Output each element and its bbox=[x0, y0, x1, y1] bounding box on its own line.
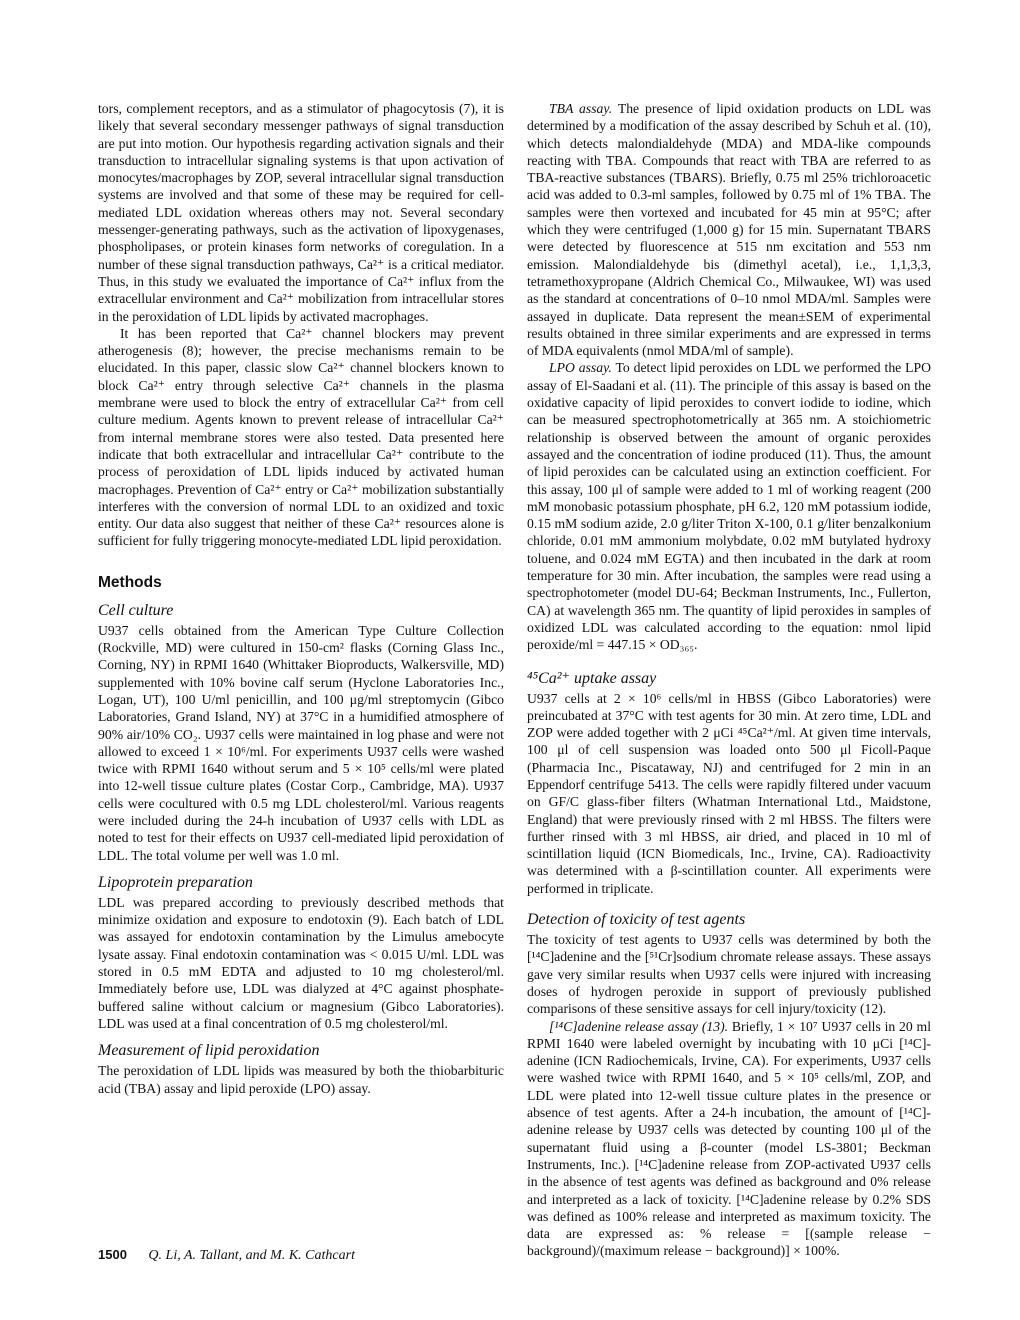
adenine-release-text: Briefly, 1 × 10⁷ U937 cells in 20 ml RPMI 1640 were labeled overnight by incubating with 10 μCi [¹⁴C]-adenine (ICN Radiochemicals, Irvine, CA). For experiments, U937 cells were washed twice with RPMI 1640, and 5 × 10⁵ cells/ml, ZOP, and LDL were plated into 12-well tissue culture plates in the presence or absence of test agents. After a 24-h incubation, the amount of [¹⁴C]-adenine release by U937 cells was detected by counting 100 μl of the supernatant fluid using a β-counter (model LS-3801; Beckman Instruments, Inc.). [¹⁴C]adenine release from ZOP-activated U937 cells in the absence of test agents was defined as background and 0% release and interpreted as a lack of toxicity. [¹⁴C]adenine release by 0.2% SDS was defined as 100% release and interpreted as maximum toxicity. The data are expressed as: % release = [(sample release − background)/(maximum release − background)] × 100%. bbox=[527, 1018, 931, 1259]
page-footer bbox=[98, 1247, 355, 1264]
toxicity-paragraph: The toxicity of test agents to U937 cells was determined by both the [¹⁴C]adenine and the [⁵¹Cr]sodium chromate release assays. These assays gave very similar results when U937 cells were injured with increasing doses of hydrogen peroxide in support of previously published comparisons of these sensitive assays for cell injury/toxicity (12). bbox=[527, 932, 931, 1017]
right-column bbox=[527, 100, 931, 1260]
ca-uptake-paragraph: U937 cells at 2 × 10⁶ cells/ml in HBSS (Gibco Laboratories) were preincubated at 37°C with test agents for 30 min. At zero time, LDL and ZOP were added together with 2 μCi ⁴⁵Ca²⁺/ml. At given time intervals, 100 μl of cell suspension was loaded onto 500 μl Ficoll-Paque (Pharmacia Inc., Piscataway, NJ) and centrifuged for 2 min in an Eppendorf centrifuge 5413. The cells were rapidly filtered under vacuum on GF/C glass-fiber filters (Whatman International Ltd., Maidstone, England) that were previously rinsed with 2 ml HBSS. The filters were further rinsed with 3 ml HBSS, air dried, and placed in 10 ml of scintillation liquid (ICN Biomedicals, Inc., Irvine, CA). Radioactivity was determined with a β-scintillation counter. All experiments were performed in triplicate. bbox=[527, 690, 931, 896]
lpo-assay-paragraph bbox=[527, 359, 931, 653]
tba-assay-text: The presence of lipid oxidation products on LDL was determined by a modification of the assay described by Schuh et al. (10), which detects malondialdehyde (MDA) and MDA-like compounds reacting with TBA. Compounds that react with TBA are referred to as TBA-reactive substances (TBARS). Briefly, 0.75 ml 25% trichloroacetic acid was added to 0.3-ml samples, followed by 0.75 ml of 1% TBA. The samples were then vortexed and incubated for 45 min at 95°C; after which they were centrifuged (1,000 g) for 15 min. Supernatant TBARS were detected by fluorescence at 515 nm excitation and 553 nm emission. Malondialdehyde bis (dimethyl acetal), i.e., 1,1,3,3, tetramethoxypropane (Aldrich Chemical Co., Milwaukee, WI) was used as the standard at concentrations of 0–10 nmol MDA/ml. Samples were assayed in duplicate. Data represent the mean±SEM of experimental results obtained in three similar experiments and are expressed in terms of MDA equivalents (nmol MDA/ml of sample). bbox=[527, 101, 931, 359]
lipoprotein-preparation-paragraph: LDL was prepared according to previously described methods that minimize oxidation and exposure to endotoxin (9). Each batch of LDL was assayed for endotoxin contamination by the Limulus amebocyte lysate assay. Final endotoxin contamination was < 0.015 U/ml. LDL was stored in 0.5 mM EDTA and adjusted to 10 mg cholesterol/ml. Immediately before use, LDL was dialyzed at 4°C against phosphate-buffered saline without calcium or magnesium (Gibco Laboratories). LDL was used at a final concentration of 0.5 mg cholesterol/ml. bbox=[98, 894, 504, 1031]
toxicity-heading: Detection of toxicity of test agents bbox=[527, 911, 746, 929]
intro-paragraph-2: It has been reported that Ca²⁺ channel blockers may prevent atherogenesis (8); however, the precise mechanisms remain to be elucidated. In this paper, classic slow Ca²⁺ channel blockers known to block Ca²⁺ entry through selective Ca²⁺ channels in the plasma membrane were used to block the entry of extracellular Ca²⁺ from cell culture medium. Agents known to prevent release of intracellular Ca²⁺ from internal membrane stores were also tested. Data presented here indicate that both extracellular and intracellular Ca²⁺ contribute to the process of peroxidation of LDL lipids induced by activated human macrophages. Prevention of Ca²⁺ entry or Ca²⁺ mobilization substantially interferes with the conversion of normal LDL to an oxidized and toxic entity. Our data also suggest that neither of these Ca²⁺ resources alone is sufficient for fully triggering monocyte-mediated LDL lipid peroxidation. bbox=[98, 325, 504, 549]
tba-assay-paragraph bbox=[527, 100, 931, 359]
adenine-release-runin: [¹⁴C]adenine release assay (13). bbox=[549, 1018, 729, 1034]
measurement-paragraph: The peroxidation of LDL lipids was measured by both the thiobarbituric acid (TBA) assay and lipid peroxide (LPO) assay. bbox=[98, 1063, 504, 1096]
lpo-assay-runin: LPO assay. bbox=[549, 360, 612, 376]
lipoprotein-preparation-heading: Lipoprotein preparation bbox=[98, 873, 253, 891]
measurement-heading: Measurement of lipid peroxidation bbox=[98, 1042, 320, 1060]
methods-heading: Methods bbox=[98, 573, 162, 591]
intro-paragraph-1: tors, complement receptors, and as a stimulator of phagocytosis (7), it is likely that several secondary messenger pathways of signal transduction are put into motion. Our hypothesis regarding activation signals and their transduction to intracellular signaling systems is that upon activation of monocytes/macrophages by ZOP, several intracellular signal transduction systems are involved and that some of these may be required for cell-mediated LDL oxidation whereas others may not. Several secondary messenger-generating pathways, such as the activation of lipoxygenases, phospholipases, or protein kinases form networks of coregulation. In a number of these signal transduction pathways, Ca²⁺ is a critical mediator. Thus, in this study we evaluated the importance of Ca²⁺ influx from the extracellular environment and Ca²⁺ mobilization from intracellular stores in the peroxidation of LDL lipids by activated macrophages. bbox=[98, 101, 504, 324]
cell-culture-heading: Cell culture bbox=[98, 601, 174, 619]
tba-assay-runin: TBA assay. bbox=[549, 101, 613, 116]
lpo-assay-text: To detect lipid peroxides on LDL we performed the LPO assay of El-Saadani et al. (11). The principle of this assay is based on the oxidative capacity of lipid peroxides to convert iodide to iodine, which can be measured spectrophotometrically at 365 nm. A stoichiometric relationship is observed between the amount of organic peroxides assayed and the concentration of iodine produced (11). Thus, the amount of lipid peroxides can be calculated using an extinction coefficient. For this assay, 100 μl of sample were added to 1 ml of working reagent (200 mM monobasic potassium phosphate, pH 6.2, 120 mM potassium iodide, 0.15 mM sodium azide, 2.0 g/liter Triton X-100, 0.1 g/liter benzalkonium chloride, 0.01 mM ammonium molybdate, 0.02 mM butylated hydroxy toluene, and 0.024 mM EGTA) and then incubated in the dark at room temperature for 30 min. After incubation, the samples were read using a spectrophotometer (model DU-64; Beckman Instruments, Inc., Fullerton, CA) at wavelength 365 nm. The quantity of lipid peroxides in samples of oxidized LDL was calculated according to the equation: nmol lipid peroxide/ml = 447.15 × OD₃₆₅. bbox=[527, 360, 931, 653]
cell-culture-paragraph: U937 cells obtained from the American Type Culture Collection (Rockville, MD) were cultured in 150-cm² flasks (Corning Glass Inc., Corning, NY) in RPMI 1640 (Whittaker Bioproducts, Walkersville, MD) supplemented with 10% bovine calf serum (Hyclone Laboratories Inc., Logan, UT), 100 U/ml penicillin, and 100 μg/ml streptomycin (Gibco Laboratories, Grand Island, NY) at 37°C in a humidified atmosphere of 90% air/10% CO₂. U937 cells were maintained in log phase and were not allowed to exceed 1 × 10⁶/ml. For experiments U937 cells were washed twice with RPMI 1640 without serum and 5 × 10⁵ cells/ml were plated into 12-well tissue culture plates (Costar Corp., Cambridge, MA). U937 cells were cocultured with 0.5 mg LDL cholesterol/ml. Various reagents were included during the 24-h incubation of U937 cells with LDL as noted to test for their effects on U937 cell-mediated lipid peroxidation of LDL. The total volume per well was 1.0 ml. bbox=[98, 622, 504, 863]
ca-uptake-heading: ⁴⁵Ca²⁺ uptake assay bbox=[527, 669, 657, 687]
left-column bbox=[98, 100, 504, 1097]
adenine-release-paragraph bbox=[527, 1018, 931, 1260]
footer-authors: Q. Li, A. Tallant, and M. K. Cathcart bbox=[148, 1248, 355, 1263]
page-number: 1500 bbox=[98, 1247, 127, 1262]
